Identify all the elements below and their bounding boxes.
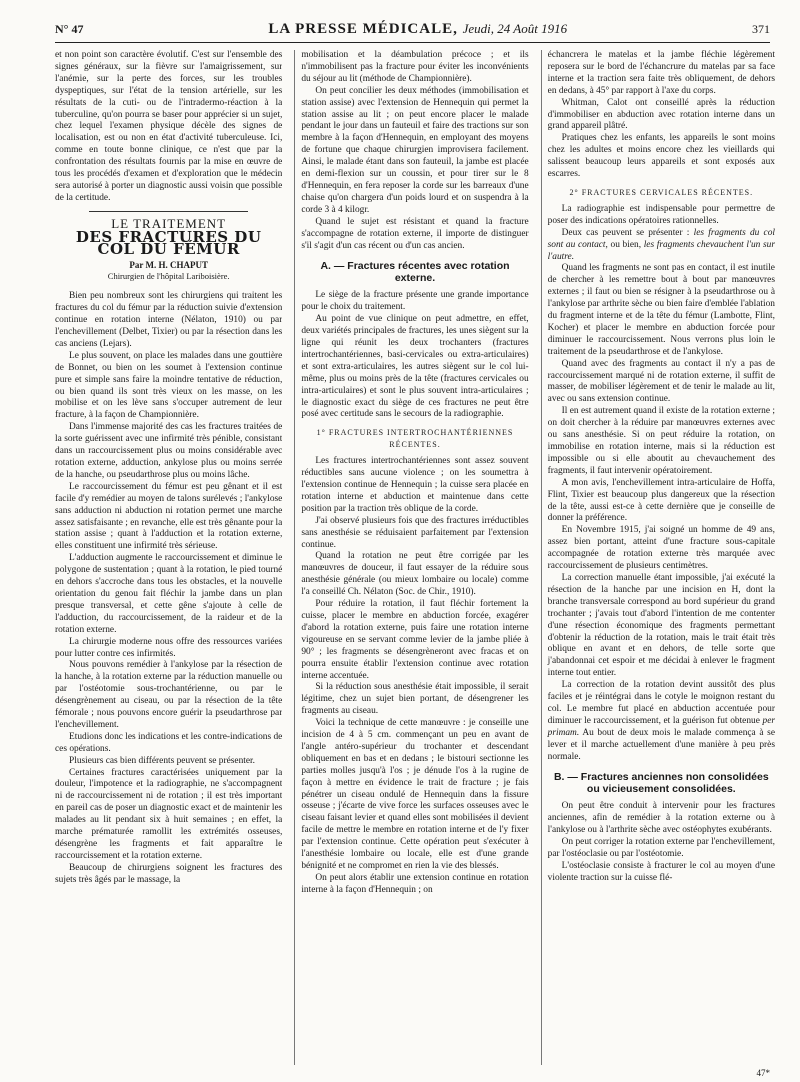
article-title-line-1: LE TRAITEMENT <box>111 215 227 231</box>
paragraph: En Novembre 1915, j'ai soigné un homme de 49 ans, assez bien portant, atteint d'une fracture sous-capitale accompagnée de rotation externe très marquée avec raccourcissement de plusieurs centimètres. <box>547 525 775 572</box>
paragraph: Beaucoup de chirurgiens soignent les fractures des sujets très âgés par le massage, la <box>55 862 283 885</box>
paragraph: La radiographie est indispensable pour permettre de poser des indications opératoires rationnelles. <box>547 203 775 226</box>
paragraph: Les fractures intertrochantériennes sont assez souvent réductibles sans aucune violence ; on les soumettra à l'extension continue de Hennequin ; la cuisse sera placée en rotation interne et abduction et maintenue dans cette position par la traction très oblique de la corde. <box>301 456 529 514</box>
italic-run: les fragments chevauchent l'un sur l'autre. <box>547 239 775 262</box>
paragraph: Quand la rotation ne peut être corrigée par les manœuvres de douceur, il faut essayer de la réduire sous anesthésie générale (ou mieux lombaire ou locale) comme l'a conseillé Ch. Nélaton (Soc. de Chir., 1910). <box>301 551 529 598</box>
paragraph: Nous pouvons remédier à l'ankylose par la résection de la hanche, à la rotation externe par la réduction manuelle ou par l'ostéotomie sous-trochantérienne, ou par le désengrènement au ciseau, ou par la résection de la tête fémorale ; nous pouvons encore guérir la pseudarthrose par l'enchevillement. <box>55 660 283 730</box>
paragraph: J'ai observé plusieurs fois que des fractures irréductibles sans anesthésie se réduisaient parfaitement par l'extension continue. <box>301 515 529 550</box>
paragraph: L'ostéoclasie consiste à fracturer le col au moyen d'une violente traction sur la cuisse flé- <box>547 861 775 883</box>
folio-mark: 47* <box>756 1068 770 1078</box>
paragraph: Whitman, Calot ont conseillé après la réduction d'immobiliser en abduction avec rotation interne dans un grand appareil plâtré. <box>547 97 775 132</box>
paragraph: Quand avec des fragments au contact il n'y a pas de raccourcissement marqué ni de rotation externe, il suffit de masser, de mobiliser légèrement et de tenir le malade au lit, avec ou sans extension continue. <box>547 358 775 405</box>
author-affiliation: Chirurgien de l'hôpital Lariboisière. <box>107 271 230 282</box>
italic-run: per primam. <box>547 715 775 738</box>
paragraph <box>548 228 775 264</box>
paragraph: Le siège de la fracture présente une grande importance pour le choix du traitement. <box>301 290 529 313</box>
paragraph: Le plus souvent, on place les malades dans une gouttière de Bonnet, ou bien on les soumet à l'extension continue pure et simple sans faire la moindre tentative de réduction, ou bien quand ils sont très vieux on les masse, on les mobilise et on les lève sans s'occuper autrement de leur fracture, à la façon de Championnière. <box>55 350 283 421</box>
paragraph <box>548 680 775 763</box>
paragraph: Etudions donc les indications et les contre-indications de ces opérations. <box>55 731 283 754</box>
paragraph: échancrera le matelas et la jambe fléchie légèrement reposera sur le bord de l'échancrure du matelas par sa face interne et la traction sera faite très obliquement, de dehors en dedans, à 45° par rapport à l'axe du corps. <box>547 50 775 96</box>
paragraph: Bien peu nombreux sont les chirurgiens qui traitent les fractures du col du fémur par la réduction suivie d'extension continue en rotation interne (Nélaton, 1910) ou par l'enchevillement (Delbet, Tixier) ou par la résection dans les cas anciens (Lejars). <box>55 291 283 349</box>
paragraph: mobilisation et la déambulation précoce ; et ils n'immobilisent pas la fracture pour éviter les inconvénients du séjour au lit (méthode de Championnière). <box>301 50 529 84</box>
journal-title <box>268 21 567 38</box>
paragraph: Quand les fragments ne sont pas en contact, il est inutile de chercher à les remettre bout à bout par manœuvres externes ; il faut ou bien se résigner à la pseudarthrose ou à l'ankylose par arthrite sèche ou bien faire d'emblée l'ablation du fragment interne et de la tête du fémur (Lambotte, Flint, Kocher) et placer le membre en abduction forcée pour diminuer le raccourcissement. Nous verrons plus loin le traitement de la pseudarthrose et de l'ankylose. <box>547 263 775 357</box>
column-3 <box>541 50 775 1065</box>
paragraph: On peut alors établir une extension continue en rotation interne à la façon d'Hennequin ; on <box>301 872 529 895</box>
paragraph: Pour réduire la rotation, il faut fléchir fortement la cuisse, placer le membre en abduction forcée, exagérer d'abord la rotation externe, puis faire une rotation interne vigoureuse en se servant comme levier de la jambe pliée à 90° ; les fragments se désengrèneront avec fracas et on pourra ensuite établir l'extension continue avec rotation interne accentuée. <box>301 599 529 681</box>
paragraph: L'adduction augmente le raccourcissement et diminue le polygone de sustentation ; quant à la rotation, le pied tourné en dehors s'accroche dans tous les obstacles, et la nouvelle orientation du genou fait fléchir la jambe dans un plan presque transversal, et cette gêne s'ajoute à celle de l'adduction, du raccourcissement, de la raideur et de la rotation externe. <box>55 553 283 635</box>
page-header <box>55 16 770 43</box>
issue-date: Jeudi, 24 Août 1916 <box>462 20 568 36</box>
paragraph: Certaines fractures caractérisées uniquement par la douleur, l'impotence et la radiographie, ne s'accompagnent ni de raccourcissement ni de rotation ; il est très important en pareil cas de poser un diagnostic exact et de maintenir les malades au lit pendant six à huit semaines ; en effet, la marche prématurée ramollit les extrémités osseuses, désengrène les fragments et fait apparaître le raccourcissement et la rotation externe. <box>55 767 283 861</box>
paragraph: Si la réduction sous anesthésie était impossible, il serait légitime, chez un sujet bien portant, de désengrener les fragments au ciseau. <box>301 682 529 717</box>
paragraph: Plusieurs cas bien différents peuvent se présenter. <box>69 755 255 766</box>
paragraph: On peut être conduit à intervenir pour les fractures anciennes, afin de remédier à la rotation externe ou à l'ankylose ou à l'arthrite sèche avec ostéophytes exubérants. <box>547 801 775 836</box>
paragraph: La correction manuelle étant impossible, j'ai exécuté la résection de la hanche par une incision en H, dont la branche transversale correspond au bord supérieur du grand trochanter ; j'avais tout d'abord l'intention de me contenter d'une résection économique des fragments permettant d'obtenir la réduction de la rotation, mais le trait était très oblique en avant et en dehors, de telle sorte que j'abandonnai cet espoir et me décidai à enlever le fragment interne tout entier. <box>547 572 775 679</box>
paragraph: A mon avis, l'enchevillement intra-articulaire de Hoffa, Flint, Tixier est beaucoup plus dangereux que la résection de la tête, aussi est-ce à cette dernière que je conseille de donner la préférence. <box>547 477 775 524</box>
paragraph: et non point son caractère évolutif. C'est sur l'ensemble des signes généraux, sur la fièvre sur l'amaigrissement, sur l'anémie, sur la perte des forces, sur les troubles dyspeptiques, sur l'état de la tension artérielle, sur les résultats de la cuti- ou de l'intradermo-réaction à la tuberculine, qu'on pourra se baser pour apprécier si un sujet, chez lequel l'examen physique décèle des signes de localisation, est ou non en état d'activité tuberculeuse. Ici, comme en toute bonne clinique, ce n'est que par la confrontation des résultats fournis par la mise en œuvre de tous les procédés d'examen et d'exploration que le médecin sera autorisé à porter un diagnostic aussi voisin que possible de la certitude. <box>55 50 283 203</box>
paragraph: Il en est autrement quand il existe de la rotation externe ; on doit chercher à la réduire par manœuvres externes avec ou sans anesthésie. Si on peut réduire la rotation, on immobilise en rotation interne, mais si la réduction est impossible ou si elle aboutit au chevauchement des fragments, il faut intervenir opératoirement. <box>547 406 775 476</box>
divider <box>89 211 248 212</box>
paragraph: Le raccourcissement du fémur est peu gênant et il est facile d'y remédier au moyen de talons surélevés ; l'ankylose sans adduction ni abduction ni rotation permet une marche assez satisfaisante ; en revanche, elle est très gênante pour la station assise ; quant à l'adduction et la rotation externe, elles constituent une infirmité très sérieuse. <box>55 481 283 552</box>
paragraph: La chirurgie moderne nous offre des ressources variées pour lutter contre ces infirmités. <box>55 636 283 659</box>
column-2 <box>294 50 528 1065</box>
text-run: Deux cas peuvent se présenter : <box>561 227 690 238</box>
author-byline: Par M. H. CHAPUT <box>129 259 208 270</box>
subsection-heading-1: 1° FRACTURES INTERTROCHANTÉRIENNES RÉCENTES. <box>316 428 514 450</box>
text-columns <box>55 50 775 1065</box>
italic-run: les fragments du col sont au contact <box>547 227 775 250</box>
issue-number: N° 47 <box>55 21 84 36</box>
paragraph: Au point de vue clinique on peut admettre, en effet, deux variétés principales de fractures, les unes siègent sur la ligne qui réunit les deux trochanters (fractures intertrochantériennes, basi-cervicales ou extra-articulaires) et sont extra-articulaires, les autres siègent sur le col lui-même, plus ou moins près de la tête (fractures cervicales ou intra-articulaires) et sont le plus souvent intra-articulaires ; le diagnostic exact du siège de ces fractures ne peut être posé avec certitude sans le secours de la radiographie. <box>301 314 529 420</box>
paragraph: On peut corriger la rotation externe par l'enchevillement, par l'ostéoclasie ou par l'ostéotomie. <box>547 837 775 860</box>
column-1 <box>55 50 282 1065</box>
page-number: 371 <box>751 21 770 36</box>
paragraph: Dans l'immense majorité des cas les fractures traitées de la sorte guérissent avec une infirmité très pénible, consistant dans un raccourcissement plus ou moins considérable avec rotation externe, adduction, ankylose plus ou moins serrée de la hanche, ou pseudarthrose plus ou moins lâche. <box>55 422 283 480</box>
text-run: La correction de la rotation devint aussitôt des plus faciles et je réintégrai dans le cotyle le moignon restant du col. Le membre fut placé en abduction accentuée pour diminuer le raccourcissement, et la guérison fut obtenue <box>547 680 775 726</box>
paragraph: Pratiques chez les enfants, les appareils le sont moins chez les adultes et moins encore chez les vieillards qui salissent beaucoup leurs appareils et sont exposés aux escarres. <box>547 133 775 180</box>
journal-name: LA PRESSE MÉDICALE, <box>268 20 458 37</box>
text-run: , ou bien, <box>605 239 642 250</box>
section-heading-a: A. — Fractures récentes avec rotation externe. <box>320 260 510 285</box>
paragraph: Voici la technique de cette manœuvre : je conseille une incision de 4 à 5 cm. commençant un peu en avant de l'angle antéro-supérieur du trochanter et descendant obliquement en bas et en dedans ; le bistouri sectionne les parties molles jusqu'à l'os ; je dénude l'os à la rugine de façon à mettre en évidence le trait de fracture ; je fais pénétrer un ciseau ondulé de Hennequin dans la fissure osseuse ; j'écarte de vive force les surfaces osseuses avec le ciseau faisant levier et quand elles sont mobilisées il devient facile de mettre le membre en rotation interne et de l'y fixer par l'extension continue. Cette opération peut s'exécuter à l'anesthésie lombaire ou locale, elle est d'une grande bénignité et ne compromet en rien la vie des blessés. <box>301 718 529 871</box>
subsection-heading-2: 2° FRACTURES CERVICALES RÉCENTES. <box>569 187 754 197</box>
section-heading-b: B. — Fractures anciennes non consolidées ou vicieusement consolidées. <box>553 771 769 796</box>
paragraph: On peut concilier les deux méthodes (immobilisation et station assise) avec l'extension de Hennequin qui permet la station assise au lit ; on peut encore placer le malade pendant le jour dans un fauteuil et faire des tractions sur son membre à la façon d'Hennequin, en employant des moyens de fortune que chaque chirurgien improvisera facilement. Ainsi, le malade étant dans son fauteuil, la jambe est placée en demi-flexion sur un coussin, et pour tirer sur le 8 d'Hennequin, en fera reposer la corde sur les barreaux d'une chaise qu'on chargera d'un poids lourd et on suspendra à la corde 3 à 4 kilogr. <box>301 85 529 215</box>
article-heading <box>55 215 282 284</box>
text-run: Au bout de deux mois le malade commença à se lever et il marche actuellement d'une manière à peu près normale. <box>547 727 775 762</box>
paragraph: Quand le sujet est résistant et quand la fracture s'accompagne de rotation externe, il importe de distinguer s'il s'agit d'un cas récent ou d'un cas ancien. <box>301 216 529 251</box>
article-title-line-2: DES FRACTURES DU COL DU FÉMUR <box>75 227 262 258</box>
